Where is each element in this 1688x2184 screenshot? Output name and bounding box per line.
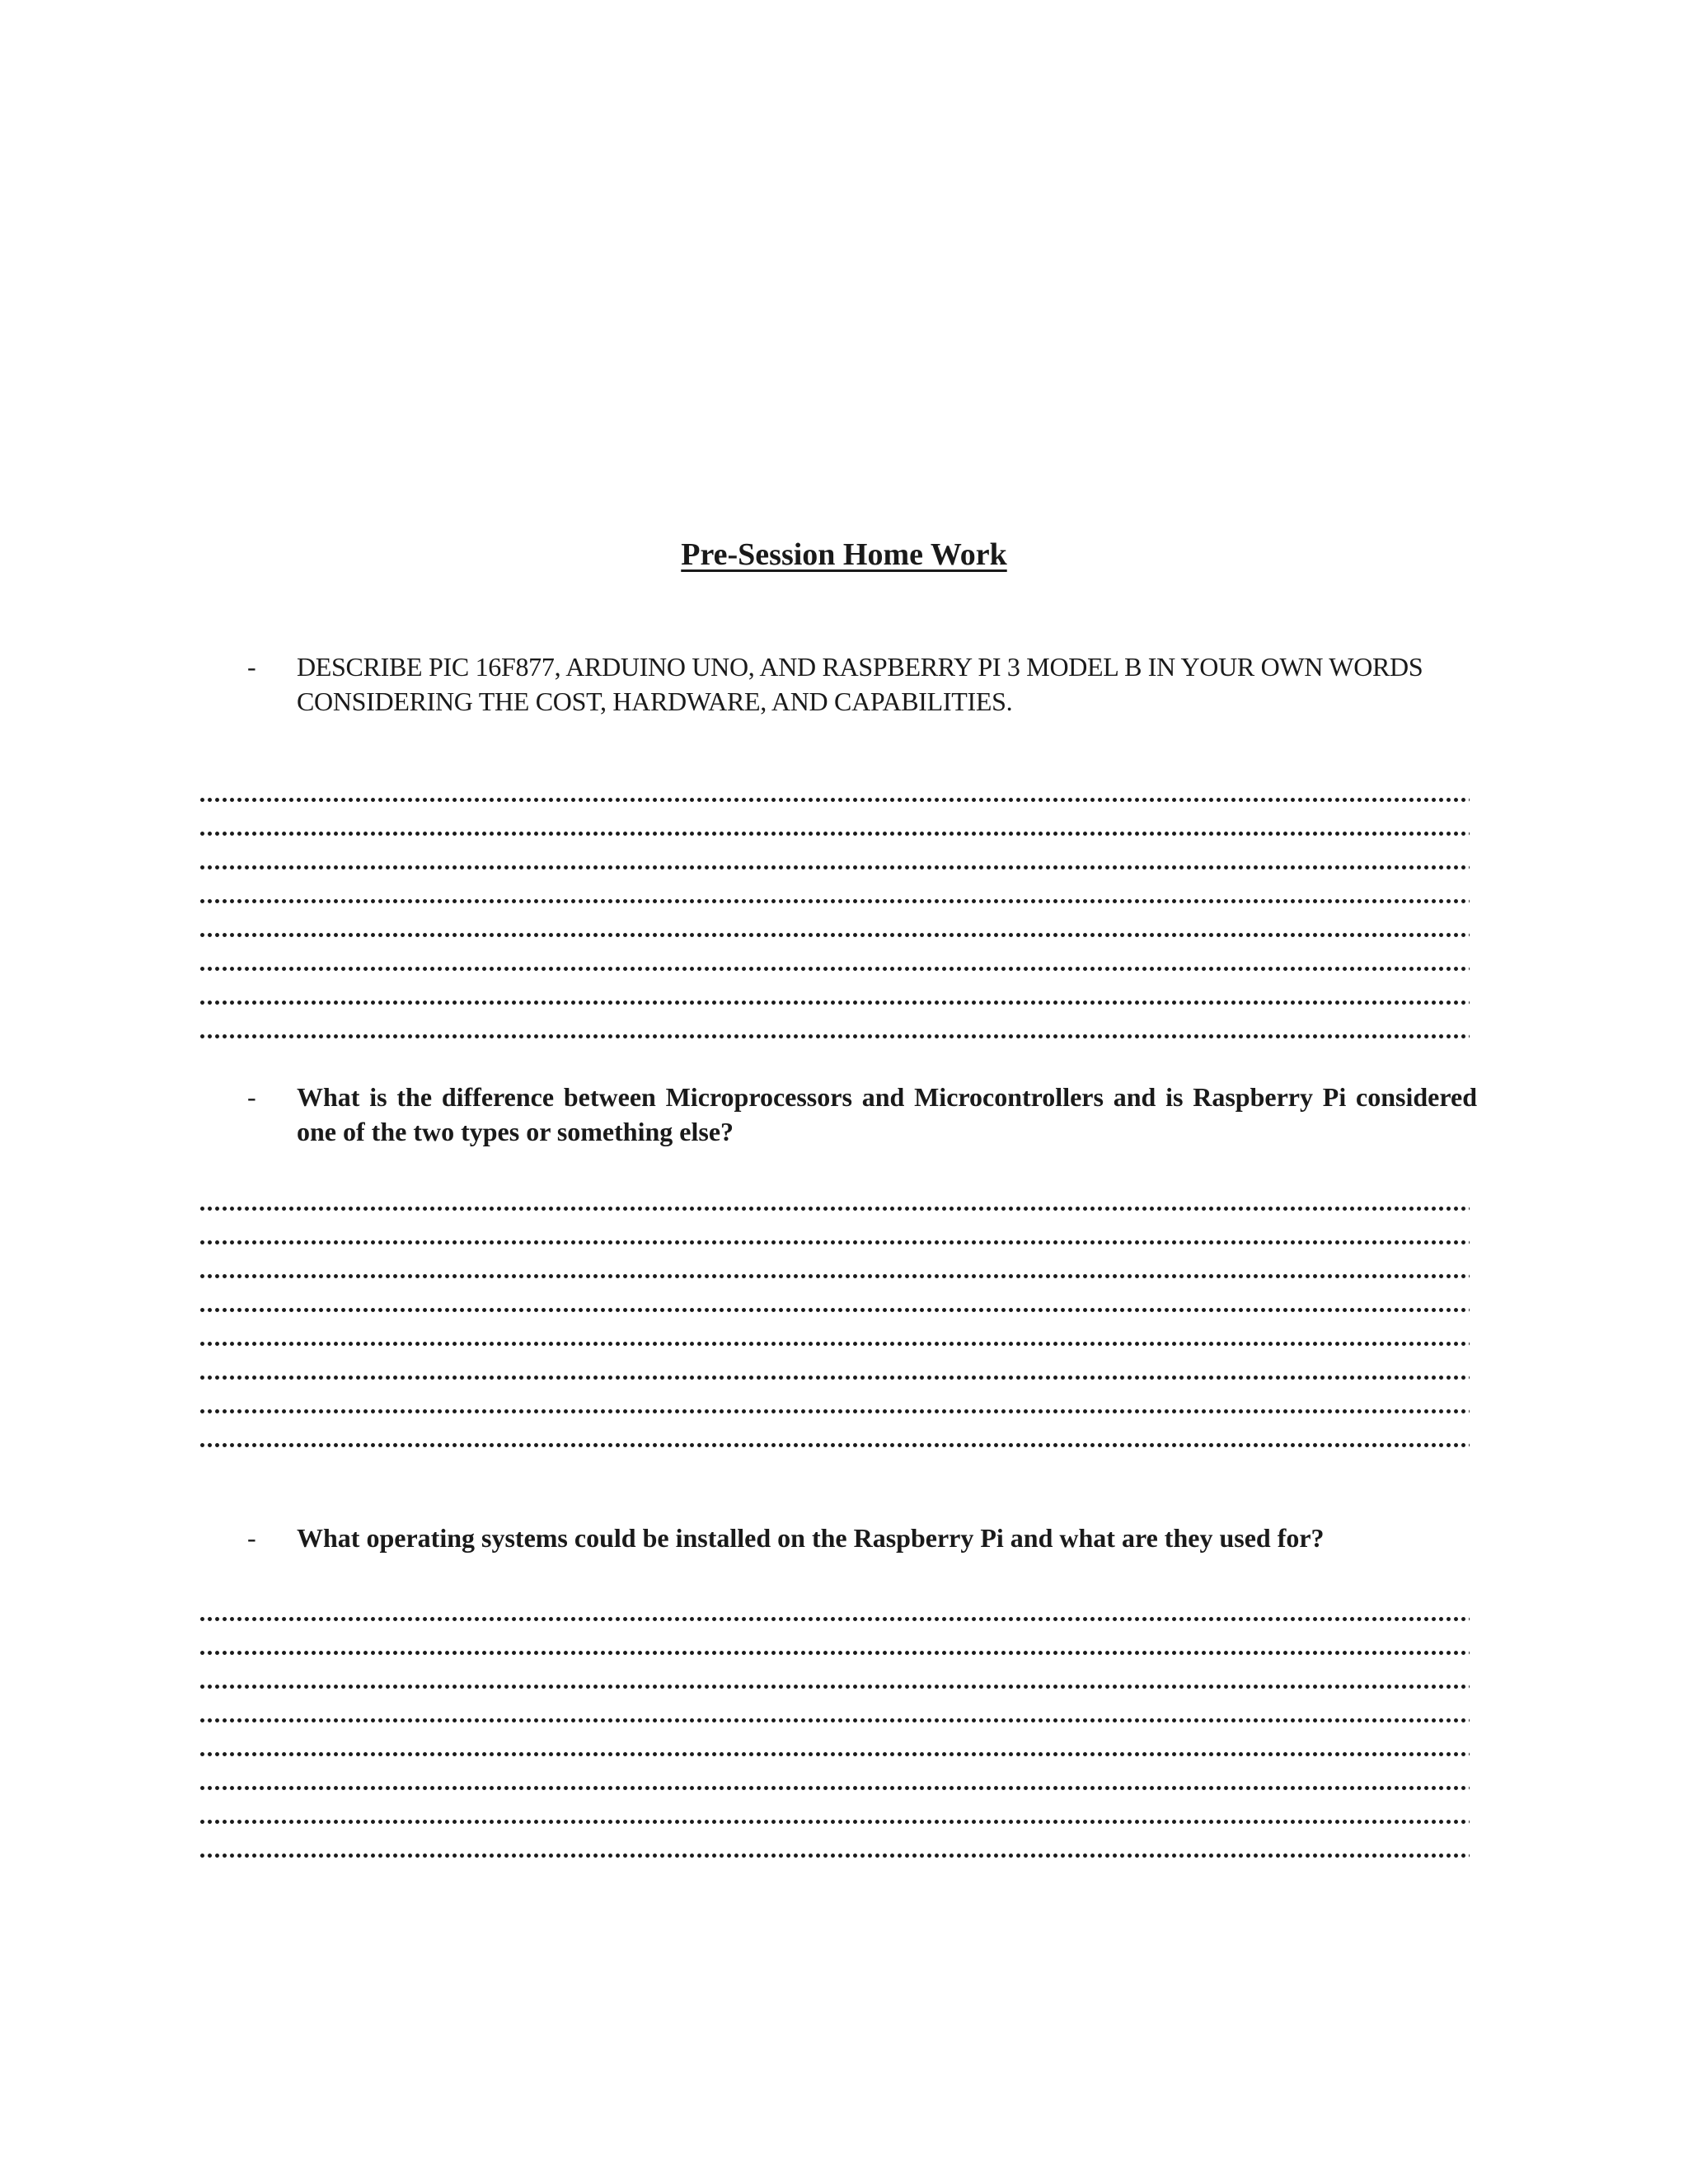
dotted-answer-line: [200, 881, 1470, 915]
dotted-answer-line: [200, 780, 1470, 813]
answer-area-1[interactable]: [200, 780, 1470, 1050]
answer-area-2[interactable]: [200, 1188, 1470, 1459]
dotted-answer-line: [200, 1700, 1470, 1734]
dotted-answer-line: [200, 1802, 1470, 1835]
dotted-answer-line: [200, 1016, 1470, 1050]
dotted-answer-line: [200, 1425, 1470, 1459]
question-2: [247, 1080, 1477, 1149]
page-title: Pre-Session Home Work: [681, 537, 1007, 572]
answer-area-3[interactable]: [200, 1599, 1470, 1869]
question-1-text: DESCRIBE PIC 16F877, ARDUINO UNO, AND RASPBERRY PI 3 MODEL B IN YOUR OWN WORDS CONSIDERING THE COST, HARDWARE, AND CAPABILITIES.: [297, 652, 1423, 716]
bullet-dash: -: [247, 1082, 256, 1112]
dotted-answer-line: [200, 1357, 1470, 1391]
question-3: [247, 1521, 1477, 1555]
dotted-answer-line: [200, 1222, 1470, 1256]
dotted-answer-line: [200, 1290, 1470, 1324]
dotted-answer-line: [200, 1188, 1470, 1222]
dotted-answer-line: [200, 1734, 1470, 1768]
question-1: [247, 649, 1477, 719]
dotted-answer-line: [200, 1633, 1470, 1666]
question-3-text: What operating systems could be installed on the Raspberry Pi and what are they used for?: [297, 1523, 1325, 1553]
dotted-answer-line: [200, 1835, 1470, 1869]
dotted-answer-line: [200, 847, 1470, 881]
dotted-answer-line: [200, 1666, 1470, 1700]
dotted-answer-line: [200, 1324, 1470, 1357]
dotted-answer-line: [200, 1768, 1470, 1802]
dotted-answer-line: [200, 1391, 1470, 1425]
dotted-answer-line: [200, 1256, 1470, 1290]
dotted-answer-line: [200, 982, 1470, 1016]
dotted-answer-line: [200, 949, 1470, 982]
question-2-text: What is the difference between Microprocessors and Microcontrollers and is Raspberry Pi considered one of the two types or something else?: [297, 1082, 1477, 1146]
bullet-dash: -: [247, 652, 256, 682]
dotted-answer-line: [200, 915, 1470, 949]
dotted-answer-line: [200, 1599, 1470, 1633]
dotted-answer-line: [200, 813, 1470, 847]
bullet-dash: -: [247, 1523, 256, 1553]
